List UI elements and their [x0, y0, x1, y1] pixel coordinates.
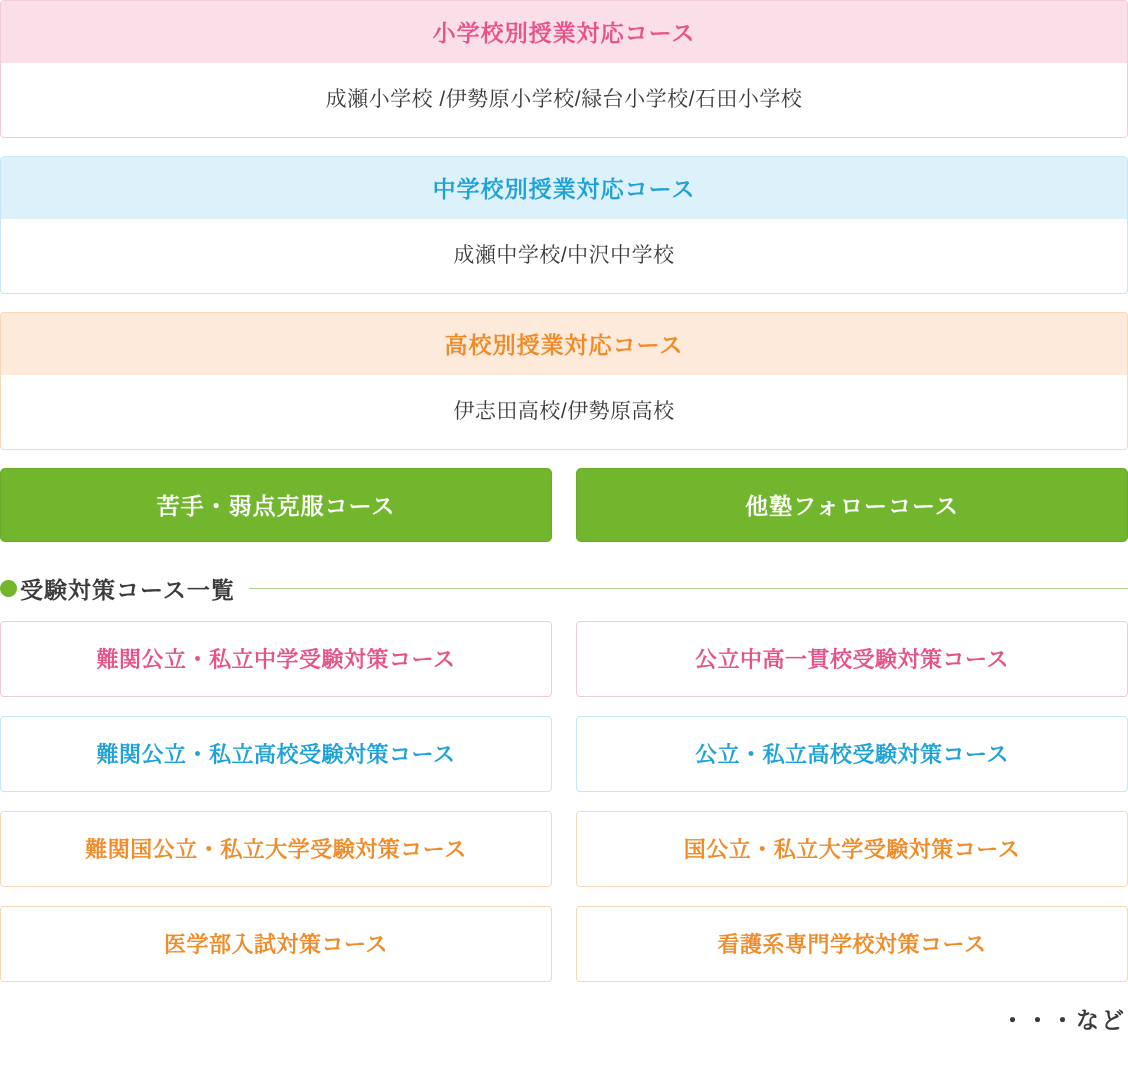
course-block-junior-high-title: 中学校別授業対応コース	[1, 157, 1127, 219]
heading-divider	[249, 588, 1128, 589]
exam-course-item-nankan-high[interactable]: 難関公立・私立高校受験対策コース	[0, 716, 552, 792]
course-block-elementary	[0, 0, 1128, 138]
bullet-circle-icon	[0, 580, 17, 597]
exam-course-item-medical-school[interactable]: 医学部入試対策コース	[0, 906, 552, 982]
course-block-high-school-title: 高校別授業対応コース	[1, 313, 1127, 375]
exam-course-item-nankan-university[interactable]: 難関国公立・私立大学受験対策コース	[0, 811, 552, 887]
exam-course-item-public-private-high[interactable]: 公立・私立高校受験対策コース	[576, 716, 1128, 792]
exam-course-item-public-integrated[interactable]: 公立中高一貫校受験対策コース	[576, 621, 1128, 697]
exam-section-heading-label: 受験対策コース一覧	[20, 577, 235, 603]
exam-section-heading	[0, 572, 1128, 605]
course-button-weakness[interactable]: 苦手・弱点克服コース	[0, 468, 552, 542]
course-button-other-cram-follow[interactable]: 他塾フォローコース	[576, 468, 1128, 542]
exam-course-item-nursing-school[interactable]: 看護系専門学校対策コース	[576, 906, 1128, 982]
course-block-elementary-schools: 成瀬小学校 /伊勢原小学校/緑台小学校/石田小学校	[325, 88, 803, 111]
exam-course-item-nankan-private-junior[interactable]: 難関公立・私立中学受験対策コース	[0, 621, 552, 697]
course-block-junior-high	[0, 156, 1128, 294]
course-block-high-school-schools: 伊志田高校/伊勢原高校	[453, 400, 675, 423]
course-block-junior-high-schools: 成瀬中学校/中沢中学校	[453, 244, 675, 267]
support-course-row	[0, 468, 1128, 542]
footnote-etc: ・・・など	[1001, 1007, 1126, 1033]
course-block-elementary-title: 小学校別授業対応コース	[1, 1, 1127, 63]
exam-course-item-national-private-univ[interactable]: 国公立・私立大学受験対策コース	[576, 811, 1128, 887]
exam-course-grid	[0, 621, 1128, 982]
course-block-high-school	[0, 312, 1128, 450]
